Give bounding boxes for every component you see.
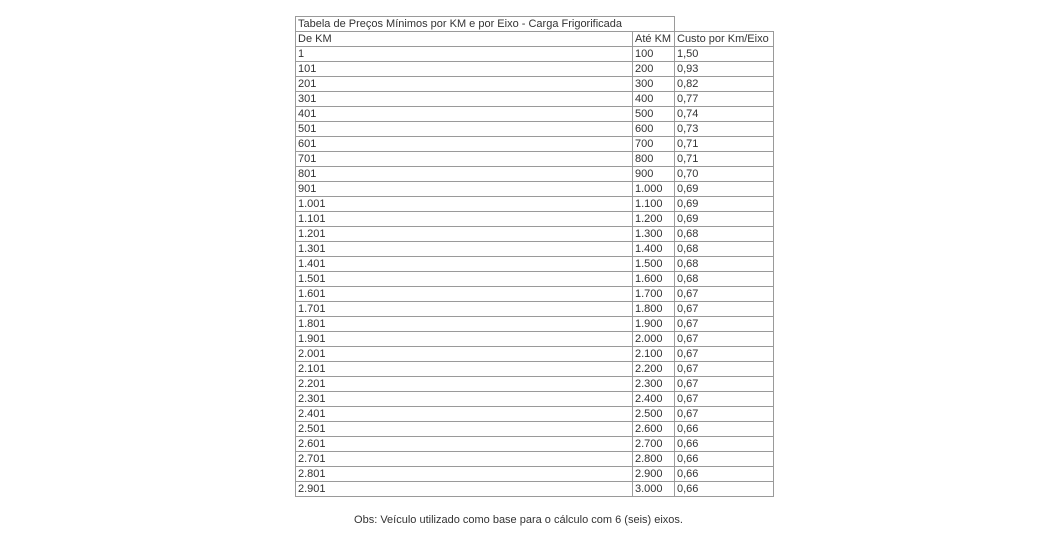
cell-from-km: 2.001 (296, 347, 633, 362)
cell-from-km: 901 (296, 182, 633, 197)
table-title: Tabela de Preços Mínimos por KM e por Eixo - Carga Frigorificada (296, 17, 675, 32)
cell-to-km: 1.500 (633, 257, 675, 272)
cell-cost: 0,68 (675, 242, 774, 257)
cell-cost: 0,93 (675, 62, 774, 77)
cell-to-km: 100 (633, 47, 675, 62)
cell-to-km: 1.400 (633, 242, 675, 257)
price-table (295, 16, 774, 497)
cell-from-km: 2.501 (296, 422, 633, 437)
cell-from-km: 1.101 (296, 212, 633, 227)
table-row (296, 482, 774, 497)
table-row (296, 227, 774, 242)
cell-to-km: 400 (633, 92, 675, 107)
cell-to-km: 1.100 (633, 197, 675, 212)
table-row (296, 242, 774, 257)
cell-from-km: 2.201 (296, 377, 633, 392)
cell-from-km: 1.901 (296, 332, 633, 347)
cell-cost: 0,67 (675, 347, 774, 362)
table-row (296, 332, 774, 347)
cell-from-km: 1.201 (296, 227, 633, 242)
cell-cost: 0,69 (675, 197, 774, 212)
cell-from-km: 401 (296, 107, 633, 122)
cell-cost: 0,77 (675, 92, 774, 107)
header-to-km: Até KM (633, 32, 675, 47)
cell-from-km: 301 (296, 92, 633, 107)
cell-cost: 0,71 (675, 137, 774, 152)
cell-to-km: 300 (633, 77, 675, 92)
header-from-km: De KM (296, 32, 633, 47)
cell-cost: 0,67 (675, 332, 774, 347)
cell-cost: 0,66 (675, 437, 774, 452)
cell-to-km: 2.700 (633, 437, 675, 452)
cell-from-km: 701 (296, 152, 633, 167)
cell-from-km: 2.801 (296, 467, 633, 482)
cell-cost: 0,66 (675, 452, 774, 467)
cell-from-km: 601 (296, 137, 633, 152)
cell-to-km: 1.900 (633, 317, 675, 332)
cell-cost: 0,71 (675, 152, 774, 167)
cell-cost: 0,69 (675, 182, 774, 197)
table-row (296, 287, 774, 302)
table-row (296, 137, 774, 152)
table-row (296, 62, 774, 77)
cell-cost: 0,82 (675, 77, 774, 92)
table-row (296, 407, 774, 422)
cell-to-km: 200 (633, 62, 675, 77)
cell-to-km: 2.600 (633, 422, 675, 437)
table-row (296, 452, 774, 467)
cell-to-km: 2.500 (633, 407, 675, 422)
cell-to-km: 800 (633, 152, 675, 167)
table-row (296, 107, 774, 122)
table-title-spacer (675, 17, 774, 32)
price-table-body (296, 17, 774, 497)
cell-from-km: 2.601 (296, 437, 633, 452)
cell-cost: 0,67 (675, 317, 774, 332)
cell-to-km: 1.600 (633, 272, 675, 287)
cell-to-km: 2.800 (633, 452, 675, 467)
cell-cost: 0,67 (675, 407, 774, 422)
cell-to-km: 2.300 (633, 377, 675, 392)
table-row (296, 392, 774, 407)
table-row (296, 347, 774, 362)
cell-to-km: 2.200 (633, 362, 675, 377)
cell-cost: 0,69 (675, 212, 774, 227)
cell-cost: 0,67 (675, 392, 774, 407)
cell-to-km: 900 (633, 167, 675, 182)
cell-to-km: 500 (633, 107, 675, 122)
table-row (296, 182, 774, 197)
table-row (296, 167, 774, 182)
table-title-row (296, 17, 774, 32)
cell-cost: 0,68 (675, 257, 774, 272)
table-row (296, 437, 774, 452)
table-row (296, 122, 774, 137)
cell-cost: 0,73 (675, 122, 774, 137)
cell-from-km: 1.601 (296, 287, 633, 302)
cell-to-km: 2.900 (633, 467, 675, 482)
table-row (296, 272, 774, 287)
cell-to-km: 2.100 (633, 347, 675, 362)
cell-cost: 0,66 (675, 422, 774, 437)
table-row (296, 422, 774, 437)
table-row (296, 152, 774, 167)
cell-cost: 0,68 (675, 272, 774, 287)
cell-to-km: 1.000 (633, 182, 675, 197)
cell-cost: 0,67 (675, 362, 774, 377)
table-row (296, 302, 774, 317)
table-row (296, 467, 774, 482)
cell-from-km: 1.501 (296, 272, 633, 287)
table-row (296, 317, 774, 332)
table-row (296, 212, 774, 227)
table-row (296, 197, 774, 212)
cell-to-km: 1.800 (633, 302, 675, 317)
cell-to-km: 1.300 (633, 227, 675, 242)
cell-from-km: 2.701 (296, 452, 633, 467)
cell-cost: 0,68 (675, 227, 774, 242)
cell-from-km: 501 (296, 122, 633, 137)
cell-from-km: 1.001 (296, 197, 633, 212)
cell-cost: 0,67 (675, 287, 774, 302)
cell-to-km: 2.000 (633, 332, 675, 347)
cell-from-km: 1.801 (296, 317, 633, 332)
cell-cost: 0,70 (675, 167, 774, 182)
table-row (296, 77, 774, 92)
cell-cost: 0,67 (675, 302, 774, 317)
cell-to-km: 3.000 (633, 482, 675, 497)
table-row (296, 92, 774, 107)
table-header-row (296, 32, 774, 47)
cell-from-km: 2.301 (296, 392, 633, 407)
cell-from-km: 101 (296, 62, 633, 77)
cell-from-km: 2.401 (296, 407, 633, 422)
cell-from-km: 201 (296, 77, 633, 92)
cell-cost: 0,66 (675, 482, 774, 497)
cell-cost: 1,50 (675, 47, 774, 62)
table-row (296, 362, 774, 377)
cell-to-km: 2.400 (633, 392, 675, 407)
cell-from-km: 1.301 (296, 242, 633, 257)
cell-from-km: 1 (296, 47, 633, 62)
footnote: Obs: Veículo utilizado como base para o cálculo com 6 (seis) eixos. (354, 514, 683, 526)
cell-to-km: 600 (633, 122, 675, 137)
cell-to-km: 1.700 (633, 287, 675, 302)
header-cost-per-km-axle: Custo por Km/Eixo (675, 32, 774, 47)
cell-to-km: 1.200 (633, 212, 675, 227)
table-row (296, 47, 774, 62)
cell-from-km: 1.401 (296, 257, 633, 272)
table-row (296, 377, 774, 392)
cell-from-km: 2.101 (296, 362, 633, 377)
table-row (296, 257, 774, 272)
cell-to-km: 700 (633, 137, 675, 152)
cell-from-km: 801 (296, 167, 633, 182)
cell-cost: 0,67 (675, 377, 774, 392)
cell-cost: 0,74 (675, 107, 774, 122)
cell-from-km: 1.701 (296, 302, 633, 317)
cell-from-km: 2.901 (296, 482, 633, 497)
cell-cost: 0,66 (675, 467, 774, 482)
